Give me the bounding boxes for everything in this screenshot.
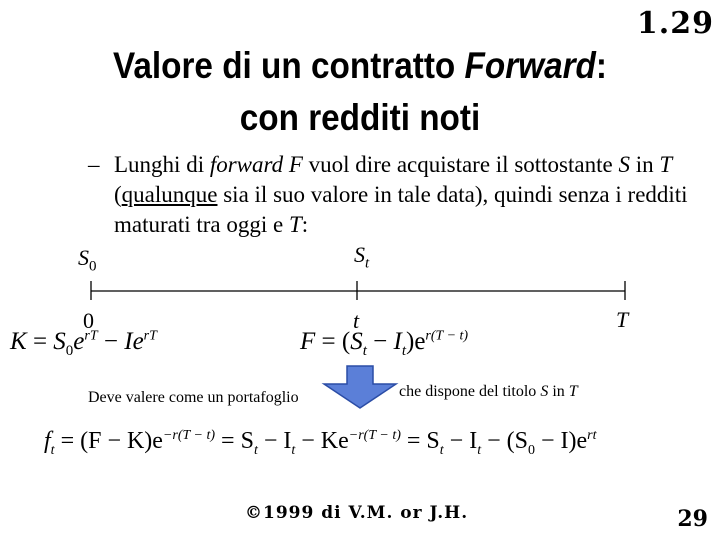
fb: t bbox=[291, 442, 296, 458]
st-main: S bbox=[354, 242, 365, 267]
fk: e bbox=[73, 328, 85, 355]
fb: − I)e bbox=[534, 428, 588, 454]
ff: )e bbox=[406, 328, 426, 355]
fb: t bbox=[439, 442, 444, 458]
formula-k bbox=[10, 328, 157, 360]
page-number: 29 bbox=[677, 506, 708, 532]
ff: t bbox=[401, 343, 406, 359]
ff: I bbox=[393, 328, 402, 355]
ann: S bbox=[540, 383, 549, 400]
label-t: t bbox=[353, 308, 360, 333]
fb: − Ke bbox=[295, 428, 349, 454]
label-zero: 0 bbox=[83, 308, 94, 333]
fb: t bbox=[253, 442, 258, 458]
st-sub: t bbox=[365, 255, 370, 272]
fb: = (F − K)e bbox=[54, 428, 163, 454]
bullet-part: T bbox=[289, 212, 302, 237]
bullet-part: ( bbox=[114, 182, 122, 207]
title-suffix: : bbox=[595, 45, 608, 86]
fk: = bbox=[26, 328, 54, 355]
fb: t bbox=[50, 442, 55, 458]
fb: = S bbox=[400, 428, 440, 454]
fb: = S bbox=[215, 428, 254, 454]
fb: rt bbox=[587, 428, 597, 443]
fb: −r(T − t) bbox=[162, 428, 216, 443]
formula-bottom bbox=[44, 428, 596, 459]
bullet-part: Lunghi di bbox=[114, 152, 210, 177]
footer-copyright: ©1999 di V.M. or J.H. bbox=[245, 503, 469, 523]
s0-main: S bbox=[78, 245, 89, 270]
bullet-part: qualunque bbox=[121, 182, 218, 207]
bullet-part: sia il suo valore in tale data), quindi senza i redditi maturati tra oggi e bbox=[114, 182, 688, 237]
ff: t bbox=[362, 343, 367, 359]
fb: f bbox=[44, 428, 51, 454]
fb: −r(T − t) bbox=[348, 428, 401, 443]
fb: − I bbox=[257, 428, 292, 454]
ff: F bbox=[300, 328, 316, 355]
slide-number: 1.29 bbox=[636, 6, 714, 41]
ff: = ( bbox=[315, 328, 351, 355]
annotation-right bbox=[399, 383, 578, 401]
bullet-dash: – bbox=[88, 152, 100, 177]
ff: r(T − t) bbox=[425, 328, 469, 344]
fk: 0 bbox=[65, 343, 74, 359]
slide-title-line2: con redditi noti bbox=[239, 97, 481, 138]
ff: − bbox=[366, 328, 394, 355]
ann: che dispone del titolo bbox=[399, 383, 541, 400]
formula-f bbox=[300, 328, 468, 360]
ann: in bbox=[548, 383, 569, 400]
fb: t bbox=[477, 442, 482, 458]
fk: Ie bbox=[124, 328, 144, 355]
fb: 0 bbox=[527, 442, 535, 458]
bullet-part: forward F bbox=[209, 152, 303, 177]
fk: rT bbox=[143, 328, 157, 344]
fk: K bbox=[10, 328, 27, 355]
down-arrow-icon bbox=[324, 366, 396, 408]
bullet-part: T bbox=[659, 152, 673, 177]
title-italic: Forward bbox=[464, 45, 596, 86]
label-T: T bbox=[616, 307, 629, 332]
bullet-part: S bbox=[618, 152, 630, 177]
fk: rT bbox=[84, 328, 98, 344]
annotation-left: Deve valere come un portafoglio bbox=[88, 389, 299, 406]
title-prefix: Valore di un contratto bbox=[112, 45, 465, 86]
ann: T bbox=[568, 383, 578, 400]
bullet-part: : bbox=[301, 212, 309, 237]
fb: − I bbox=[443, 428, 478, 454]
s0-sub: 0 bbox=[89, 258, 97, 275]
fb: − (S bbox=[481, 428, 528, 454]
ff: S bbox=[350, 328, 363, 355]
fk: − bbox=[97, 328, 125, 355]
fk: S bbox=[53, 328, 66, 355]
bullet-part: vuol dire acquistare il sottostante bbox=[302, 152, 619, 177]
bullet-part: in bbox=[629, 152, 660, 177]
